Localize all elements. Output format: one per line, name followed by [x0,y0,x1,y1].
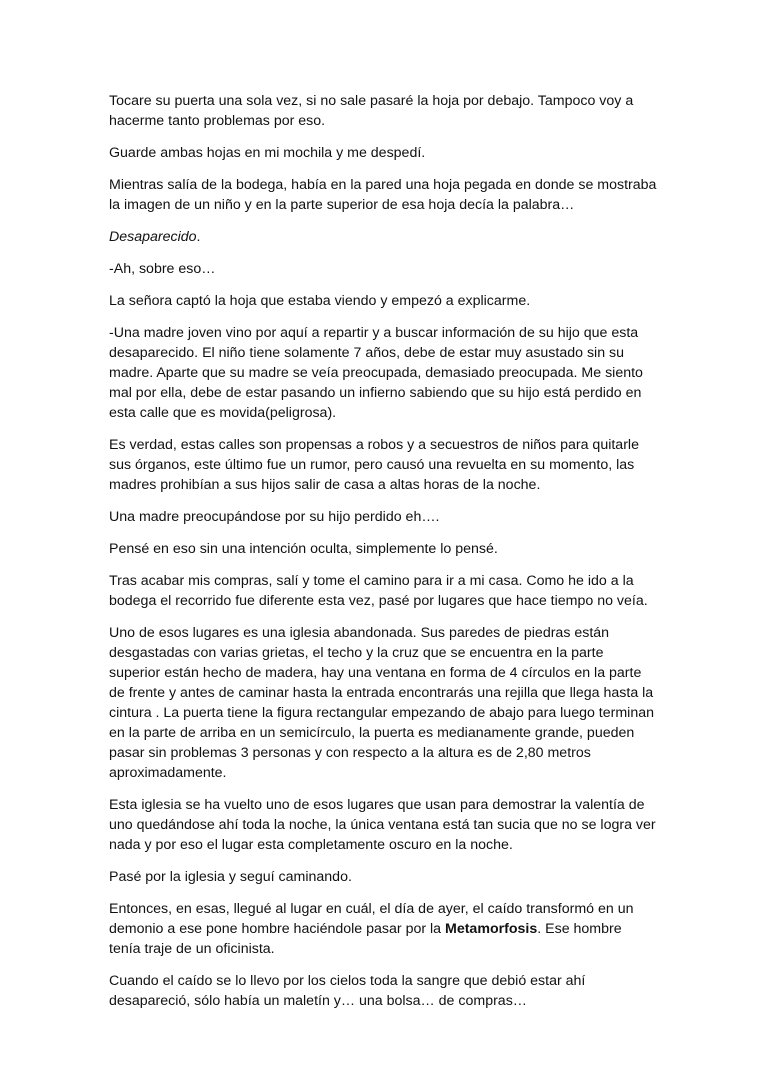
document-page [109,91,657,1023]
paragraph-10: Pensé en eso sin una intención oculta, simplemente lo pensé. [109,541,498,557]
paragraph-1: Tocare su puerta una sola vez, si no sale pasaré la hoja por debajo. Tampoco voy a hacerme tanto problemas por eso. [109,93,634,129]
bold-word-metamorfosis: Metamorfosis [445,921,538,937]
paragraph-4 [109,227,657,247]
paragraph-2: Guarde ambas hojas en mi mochila y me despedí. [109,145,426,161]
paragraph-5: -Ah, sobre eso… [109,261,216,277]
paragraph-8: Es verdad, estas calles son propensas a robos y a secuestros de niños para quitarle sus órganos, este último fue un rumor, pero causó una revuelta en su momento, las madres prohibían a sus hijos salir de casa a altas horas de la noche. [109,437,639,493]
paragraph-15 [109,899,657,959]
paragraph-12: Uno de esos lugares es una iglesia abandonada. Sus paredes de piedras están desgastadas con varias grietas, el techo y la cruz que se encuentra en la parte superior están hecho de madera, hay una ventana en forma de 4 círculos en la parte de frente y antes de caminar hasta la entrada encontrarás una rejilla que llega hasta la cintura . La puerta tiene la figura rectangular empezando de abajo para luego terminan en la parte de arriba en un semicírculo, la puerta es medianamente grande, pueden pasar sin problemas 3 personas y con respecto a la altura es de 2,80 metros aproximadamente. [109,625,654,781]
paragraph-4-tail: . [196,229,201,245]
paragraph-16: Cuando el caído se lo llevo por los cielos toda la sangre que debió estar ahí desapareció, sólo había un maletín y… una bolsa… de compras… [109,973,586,1009]
paragraph-14: Pasé por la iglesia y seguí caminando. [109,869,352,885]
paragraph-6: La señora captó la hoja que estaba viendo y empezó a explicarme. [109,293,531,309]
paragraph-13: Esta iglesia se ha vuelto uno de esos lugares que usan para demostrar la valentía de uno quedándose ahí toda la noche, la única ventana está tan sucia que no se logra ver nada y por eso el lugar esta completamente oscuro en la noche. [109,797,656,853]
paragraph-3: Mientras salía de la bodega, había en la pared una hoja pegada en donde se mostraba la imagen de un niño y en la parte superior de esa hoja decía la palabra… [109,177,657,213]
paragraph-7: -Una madre joven vino por aquí a repartir y a buscar información de su hijo que esta desaparecido. El niño tiene solamente 7 años, debe de estar muy asustado sin su madre. Aparte que su madre se veía preocupada, demasiado preocupada. Me siento mal por ella, debe de estar pasando un infierno sabiendo que su hijo está perdido en esta calle que es movida(peligrosa). [109,325,643,421]
italic-word-desaparecido: Desaparecido [109,229,197,245]
paragraph-9: Una madre preocupándose por su hijo perdido eh…. [109,509,440,525]
paragraph-11: Tras acabar mis compras, salí y tome el camino para ir a mi casa. Como he ido a la bodega el recorrido fue diferente esta vez, pasé por lugares que hace tiempo no veía. [109,573,648,609]
paragraph-15-start: Entonces, en esas, llegué al lugar en cuál, el día de ayer, el caído transformó en un demonio a ese pone hombre haciéndole pasar por la [109,901,634,937]
paragraph-15-end: . Ese hombre tenía traje de un oficinista. [109,921,622,957]
